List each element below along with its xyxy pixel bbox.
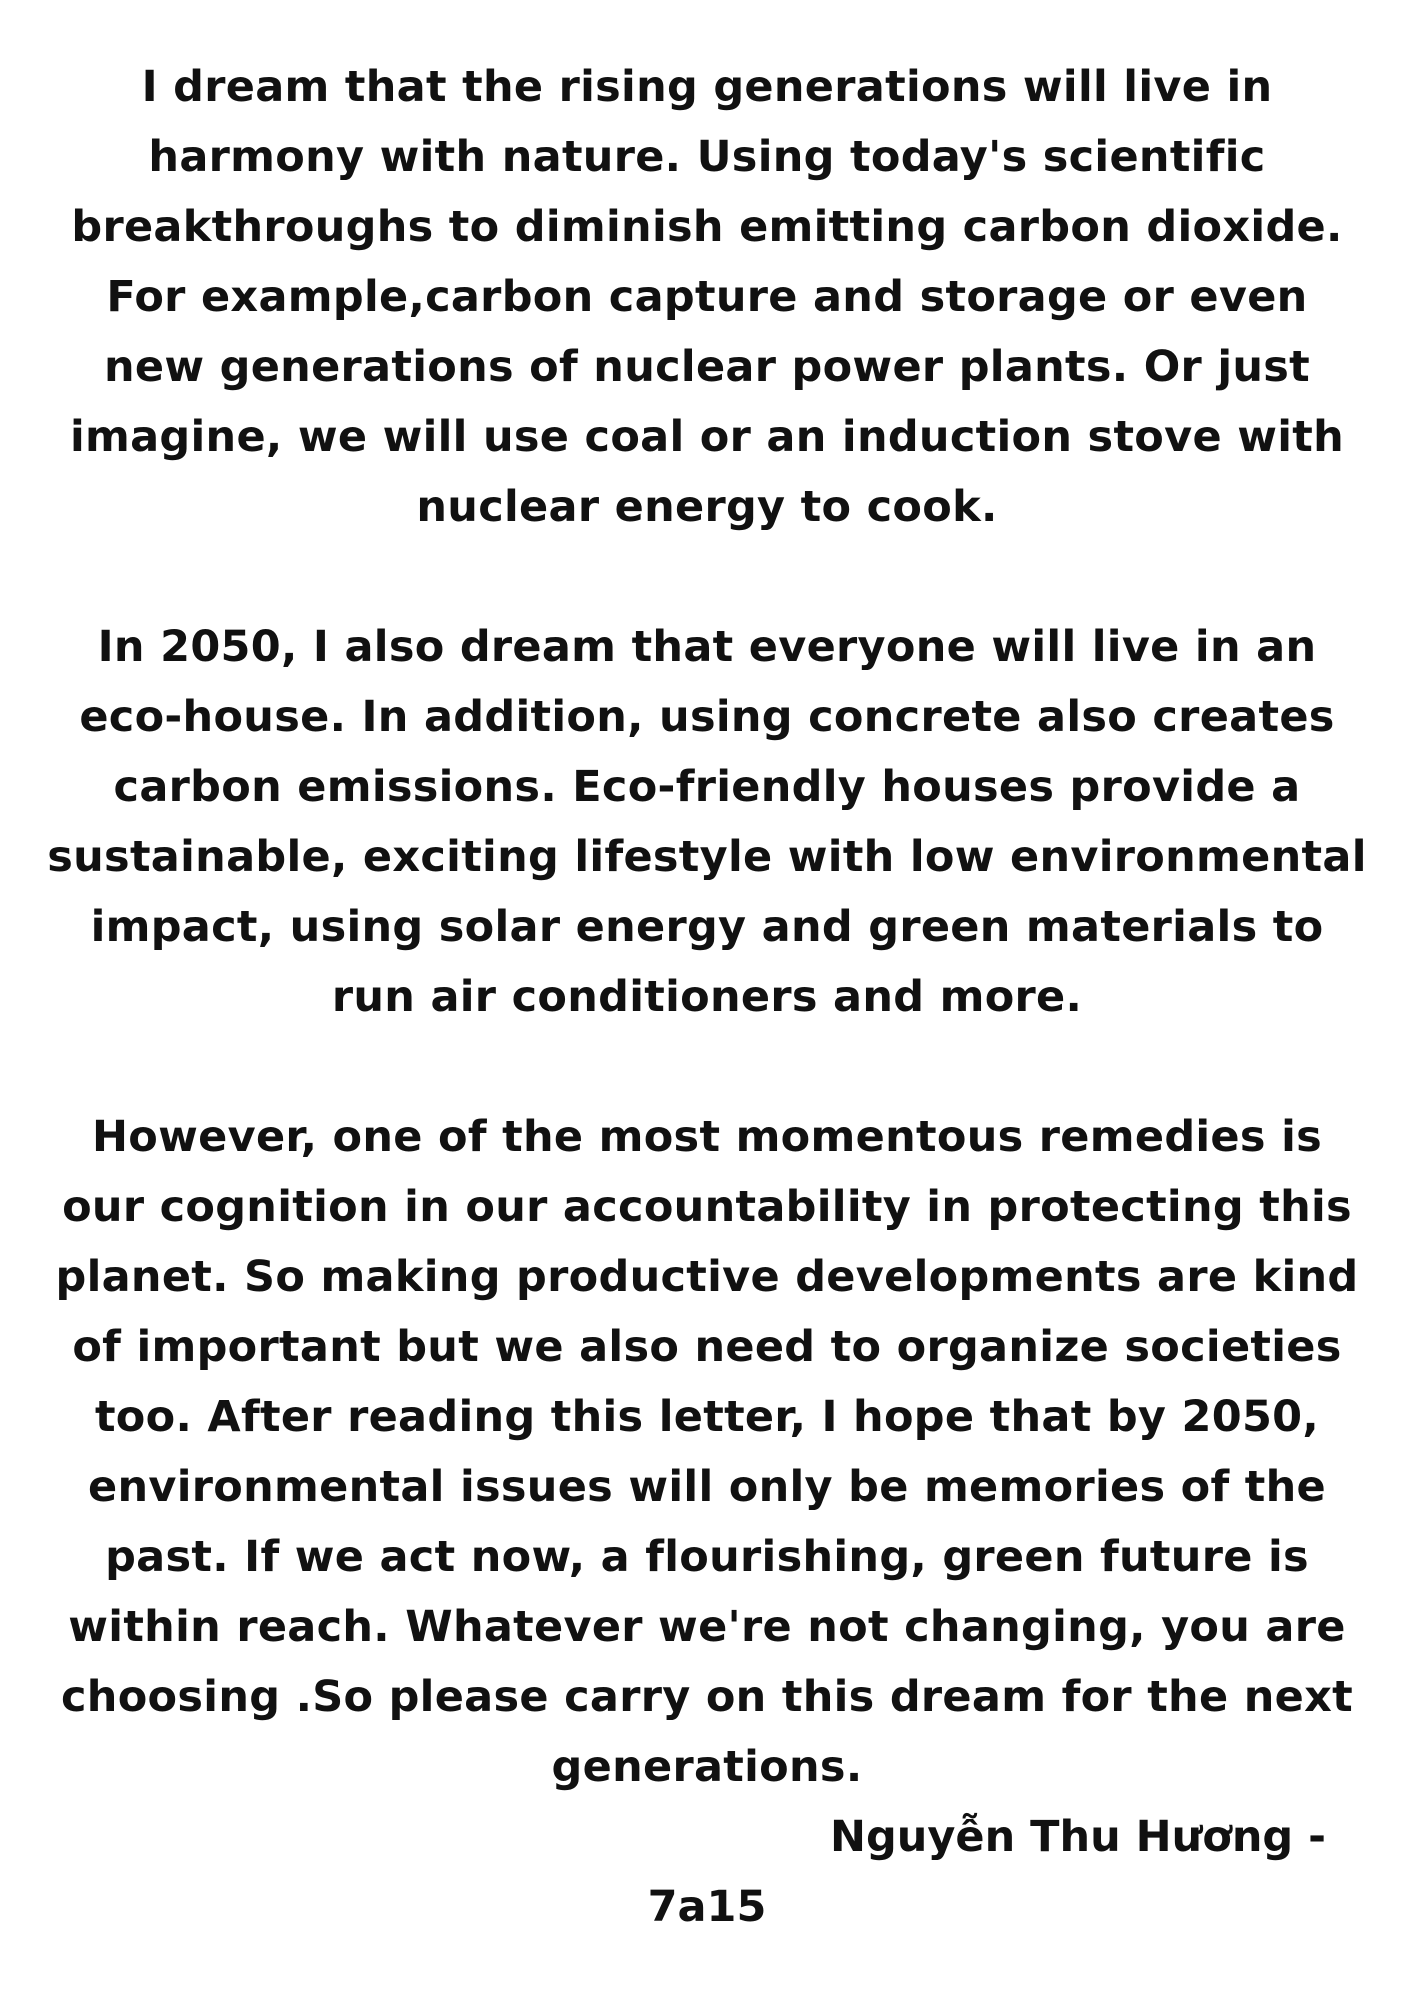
paragraph-3-line-4: of important but we also need to organize societies bbox=[72, 1322, 1342, 1372]
paragraph-1-line-2: harmony with nature. Using today's scientific bbox=[148, 132, 1266, 182]
paragraph-3-line-6: environmental issues will only be memories of the bbox=[88, 1462, 1326, 1512]
paragraph-3-line-8: within reach. Whatever we're not changing, you are bbox=[68, 1602, 1346, 1652]
paragraph-3-line-7: past. If we act now, a flourishing, green future is bbox=[105, 1532, 1309, 1582]
paragraph-2-line-3: carbon emissions. Eco-friendly houses provide a bbox=[113, 762, 1301, 812]
paragraph-1-line-7: nuclear energy to cook. bbox=[416, 482, 998, 532]
paragraph-1-line-5: new generations of nuclear power plants. Or just bbox=[103, 342, 1311, 392]
paragraph-3-line-3: planet. So making productive developments are kind bbox=[55, 1252, 1359, 1302]
signature-class-code: 7a15 bbox=[647, 1882, 767, 1932]
paragraph-3-line-5: too. After reading this letter, I hope that by 2050, bbox=[94, 1392, 1320, 1442]
paragraph-3-line-10: generations. bbox=[551, 1742, 863, 1792]
paragraph-1-line-1: I dream that the rising generations will live in bbox=[141, 62, 1273, 112]
paragraph-2-line-4: sustainable, exciting lifestyle with low environmental bbox=[47, 832, 1367, 882]
paragraph-2-line-5: impact, using solar energy and green materials to bbox=[90, 902, 1324, 952]
paragraph-3-line-2: our cognition in our accountability in protecting this bbox=[62, 1182, 1352, 1232]
paragraph-2-line-6: run air conditioners and more. bbox=[331, 972, 1083, 1022]
paragraph-2-line-2: eco-house. In addition, using concrete also creates bbox=[79, 692, 1335, 742]
paragraph-3-line-1: However, one of the most momentous remedies is bbox=[92, 1112, 1322, 1162]
paragraph-1-line-4: For example,carbon capture and storage or even bbox=[106, 272, 1308, 322]
paragraph-1-line-6: imagine, we will use coal or an induction stove with bbox=[69, 412, 1345, 462]
signature-name: Nguyễn Thu Hương - bbox=[830, 1812, 1327, 1862]
paragraph-3-line-9: choosing .So please carry on this dream for the next bbox=[61, 1672, 1353, 1722]
paragraph-2-line-1: In 2050, I also dream that everyone will live in an bbox=[97, 622, 1317, 672]
paragraph-1-line-3: breakthroughs to diminish emitting carbon dioxide. bbox=[71, 202, 1343, 252]
